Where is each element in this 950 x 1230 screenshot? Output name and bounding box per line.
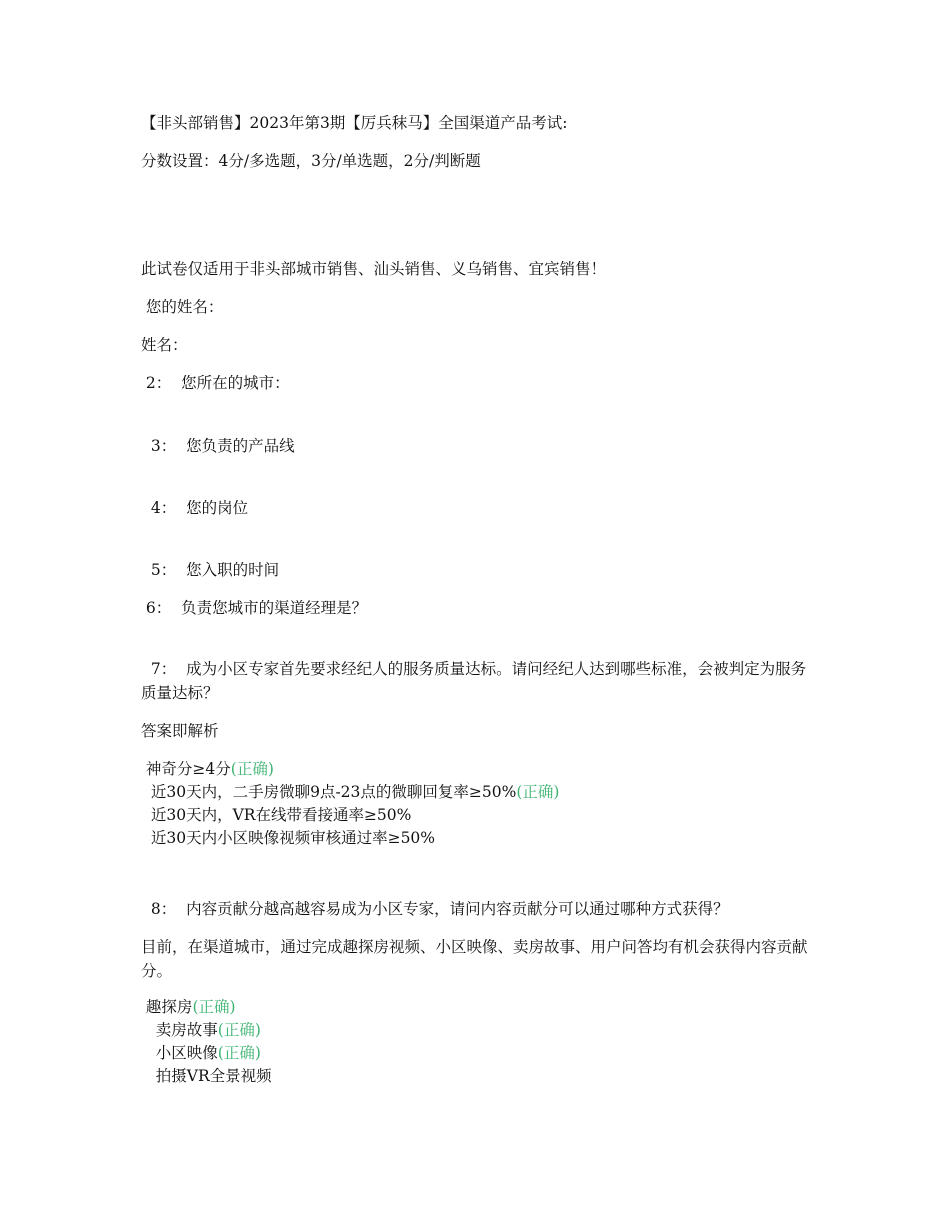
q8-option-2-correct-mark: (正确) <box>217 1021 261 1039</box>
question-8: 8： 内容贡献分越高越容易成为小区专家，请问内容贡献分可以通过哪种方式获得？ <box>141 900 729 918</box>
q8-option-3 <box>141 1042 261 1064</box>
q7-option-3-text: 近30天内，VR在线带看接通率≥50% <box>141 806 412 824</box>
question-4: 4： 您的岗位 <box>141 499 249 517</box>
name-prompt: 您的姓名： <box>141 298 224 316</box>
q8-option-1-text: 趣探房 <box>141 998 193 1016</box>
q7-option-2-correct-mark: (正确) <box>516 783 560 801</box>
question-8-analysis: 目前，在渠道城市，通过完成趣探房视频、小区映像、卖房故事、用户问答均有机会获得内容贡献分。 <box>141 938 808 980</box>
question-2: 2： 您所在的城市： <box>141 374 290 392</box>
q7-option-2-text: 近30天内，二手房微聊9点-23点的微聊回复率≥50% <box>141 783 517 801</box>
q7-option-1 <box>141 758 274 780</box>
q8-option-4-text: 拍摄VR全景视频 <box>141 1067 272 1085</box>
q8-option-3-correct-mark: (正确) <box>217 1044 261 1062</box>
name-label: 姓名： <box>141 336 188 354</box>
q7-option-4 <box>141 827 435 849</box>
question-3: 3： 您负责的产品线 <box>141 437 295 455</box>
q8-option-4 <box>141 1065 272 1087</box>
q7-option-1-correct-mark: (正确) <box>230 760 274 778</box>
q8-option-3-text: 小区映像 <box>141 1044 218 1062</box>
score-setting: 分数设置：4分/多选题，3分/单选题，2分/判断题 <box>141 152 481 170</box>
exam-title: 【非头部销售】2023年第3期【厉兵秣马】全国渠道产品考试: <box>141 114 568 132</box>
q8-option-1-correct-mark: (正确) <box>192 998 236 1016</box>
q7-option-4-text: 近30天内小区映像视频审核通过率≥50% <box>141 829 436 847</box>
q8-option-2 <box>141 1019 261 1041</box>
question-7-analysis: 答案即解析 <box>141 722 219 740</box>
q7-option-3 <box>141 804 411 826</box>
question-6: 6： 负责您城市的渠道经理是？ <box>141 599 368 617</box>
question-5: 5： 您入职的时间 <box>141 561 280 579</box>
exam-notice: 此试卷仅适用于非头部城市销售、汕头销售、义乌销售、宜宾销售！ <box>141 260 607 278</box>
q7-option-1-text: 神奇分≥4分 <box>141 760 231 778</box>
question-7: 7： 成为小区专家首先要求经纪人的服务质量达标。请问经纪人达到哪些标准，会被判定为服务质量达标？ <box>141 660 807 702</box>
q8-option-2-text: 卖房故事 <box>141 1021 218 1039</box>
q7-option-2 <box>141 781 559 803</box>
q8-option-1 <box>141 996 236 1018</box>
